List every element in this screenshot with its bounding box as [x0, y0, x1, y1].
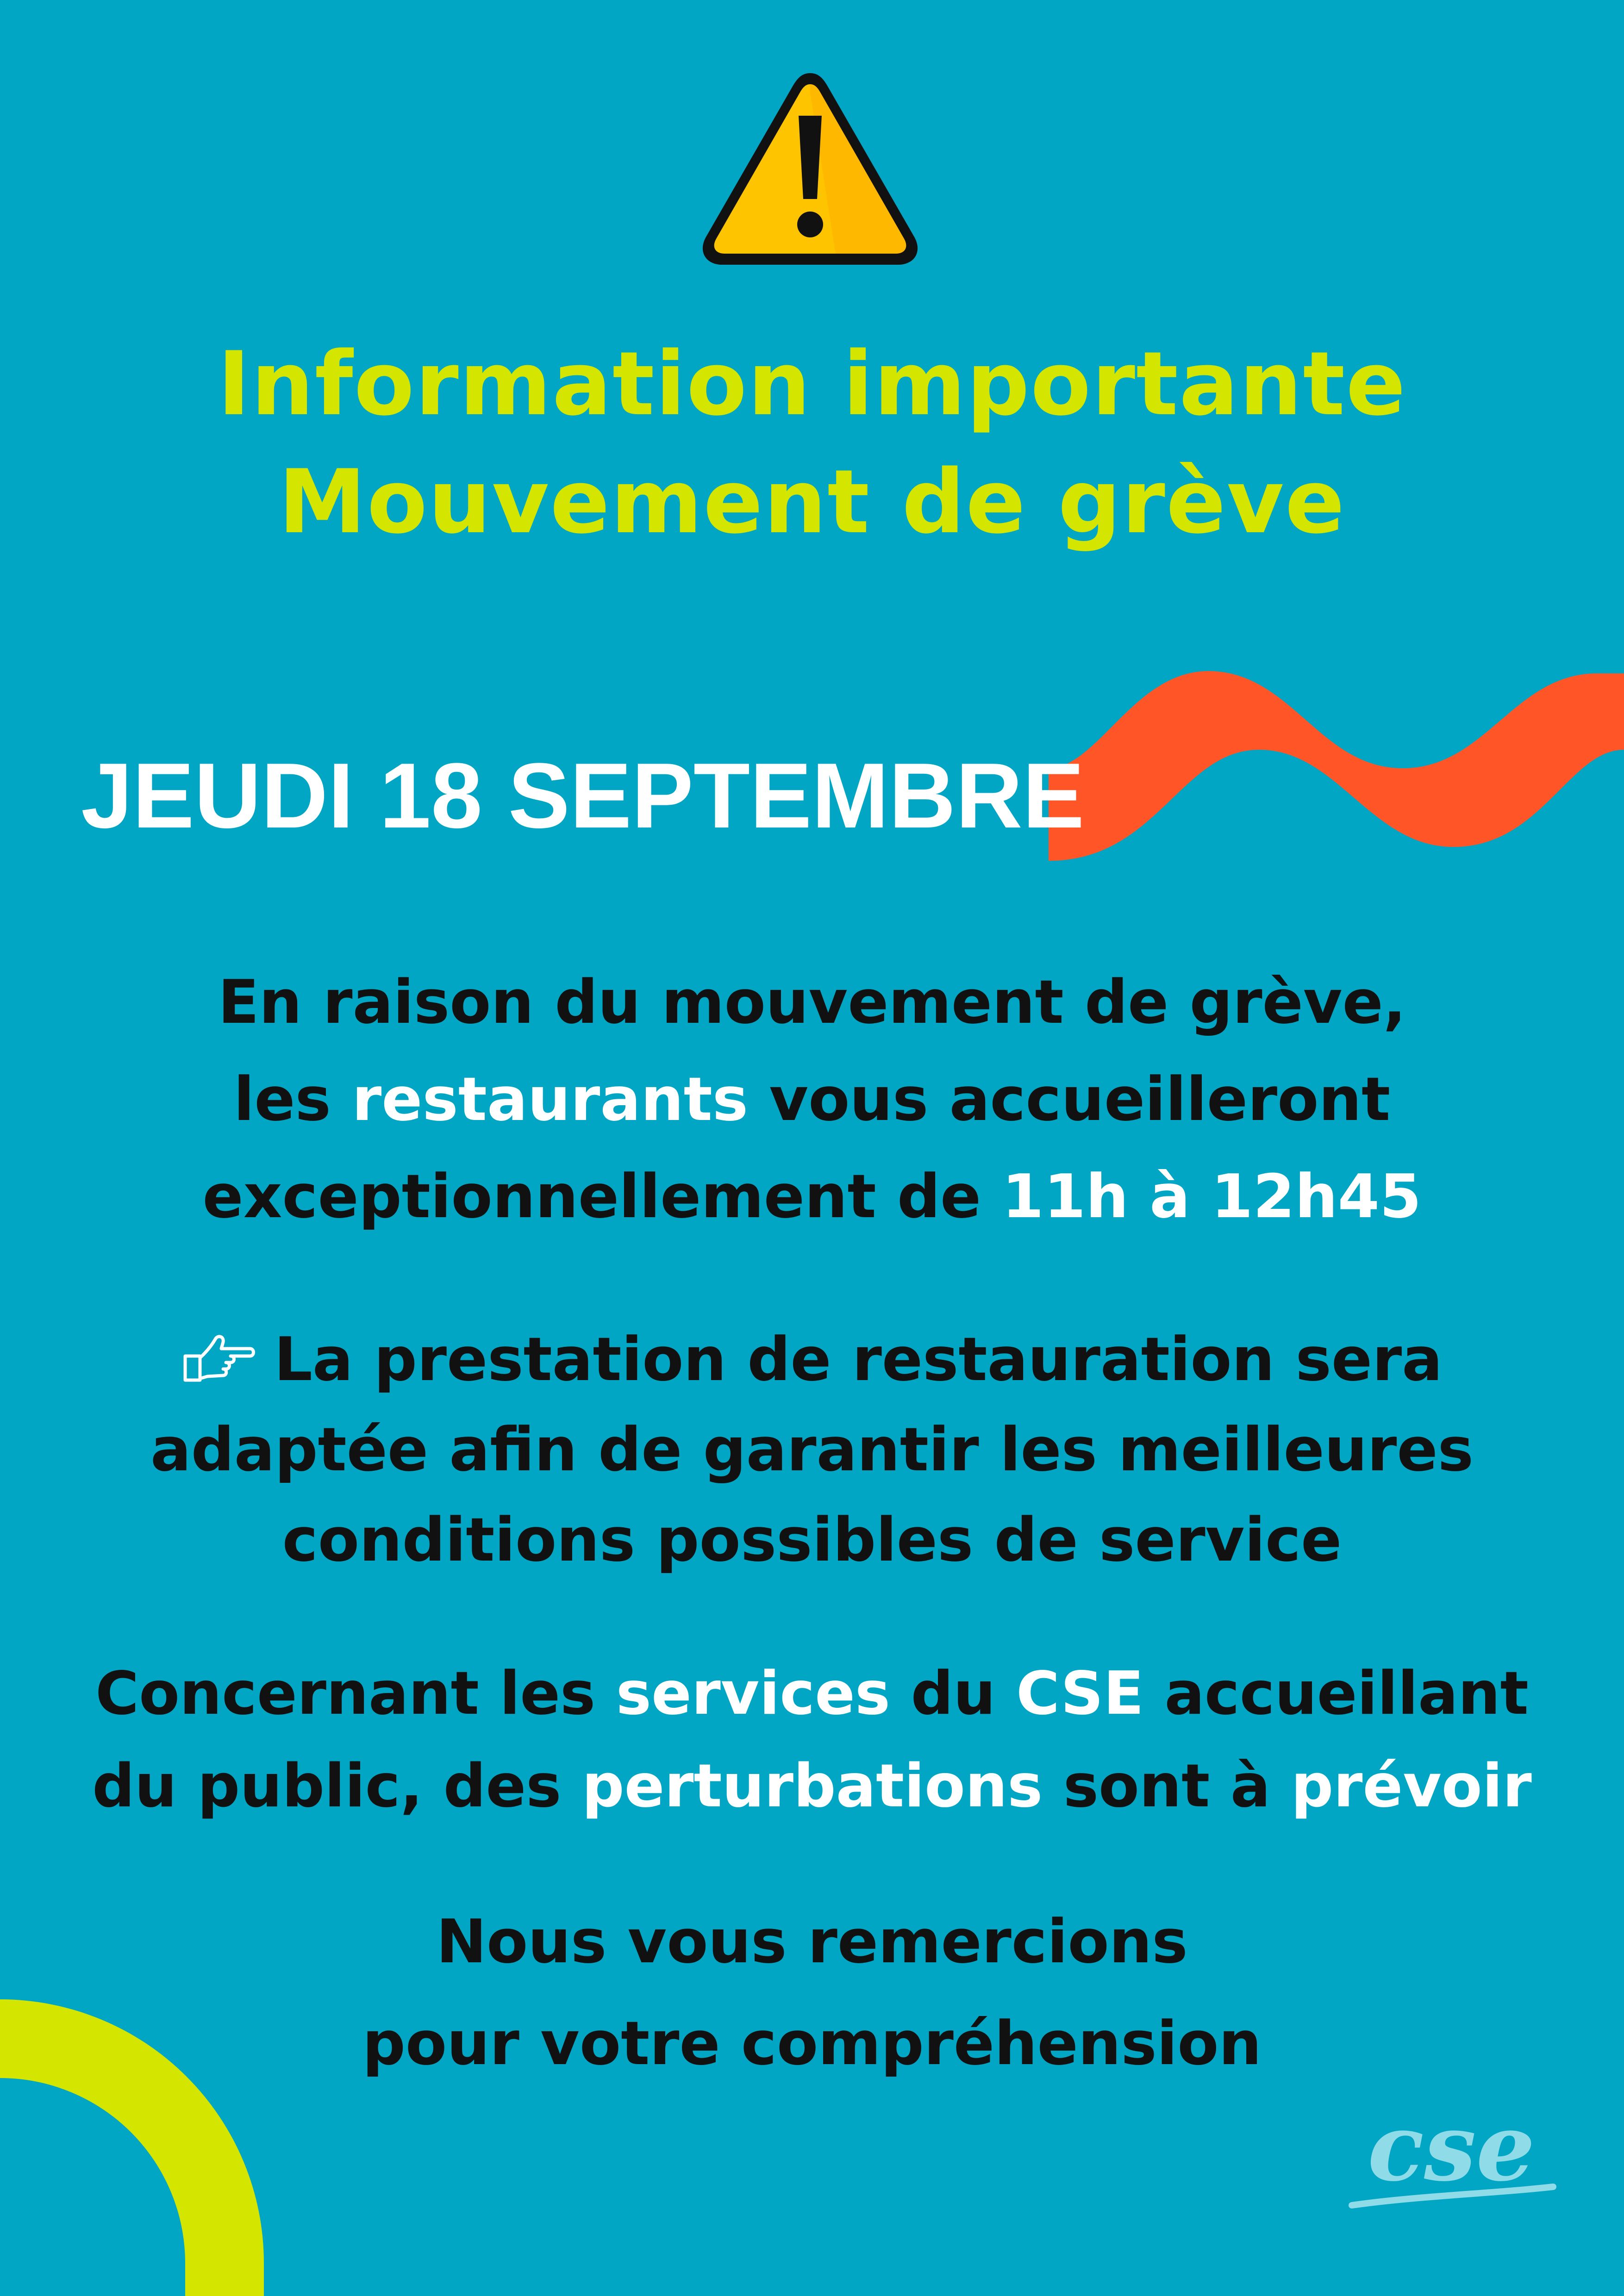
title-line-2: Mouvement de grève: [278, 451, 1346, 553]
p4-line-2: pour votre compréhension: [362, 2008, 1262, 2078]
p1-line-2: les restaurants vous accueilleront: [233, 1064, 1391, 1134]
warning-icon: [697, 65, 924, 273]
title-line-1: Information importante: [217, 333, 1407, 435]
prevoir-highlight: prévoir: [1291, 1752, 1532, 1821]
p2-line-2: adaptée afin de garantir les meilleures: [150, 1414, 1474, 1485]
p1-line-1: En raison du mouvement de grève,: [218, 967, 1406, 1037]
p3-line-2: du public, des perturbations sont à prévoir: [92, 1752, 1532, 1821]
p2-line-1: La prestation de restauration sera: [0, 1314, 1624, 1405]
p3-line-1: Concernant les services du CSE accueillant: [95, 1659, 1529, 1728]
cse-logo-text: cse: [1368, 2101, 1535, 2202]
strike-date: JEUDI 18 SEPTEMBRE: [81, 744, 1085, 847]
hours-highlight: 11h à 12h45: [1002, 1161, 1422, 1232]
cse-logo-icon: [1343, 2101, 1560, 2226]
restaurants-highlight: restaurants: [352, 1064, 749, 1134]
paragraph-opening-hours: [0, 953, 1624, 1245]
pointing-hand-icon: [181, 1333, 256, 1384]
paragraph-cse-services: [0, 1648, 1624, 1833]
p2-line-3: conditions possibles de service: [282, 1505, 1342, 1575]
p1-line-3: exceptionnellement de 11h à 12h45: [202, 1161, 1422, 1232]
wave-decoration: [1042, 629, 1624, 870]
cse-highlight: CSE: [1016, 1659, 1144, 1728]
services-highlight: services: [616, 1659, 891, 1728]
perturbations-highlight: perturbations: [581, 1752, 1043, 1821]
paragraph-catering-service: [0, 1314, 1624, 1585]
arc-decoration: [0, 1999, 269, 2296]
p4-line-1: Nous vous remercions: [436, 1906, 1188, 1977]
